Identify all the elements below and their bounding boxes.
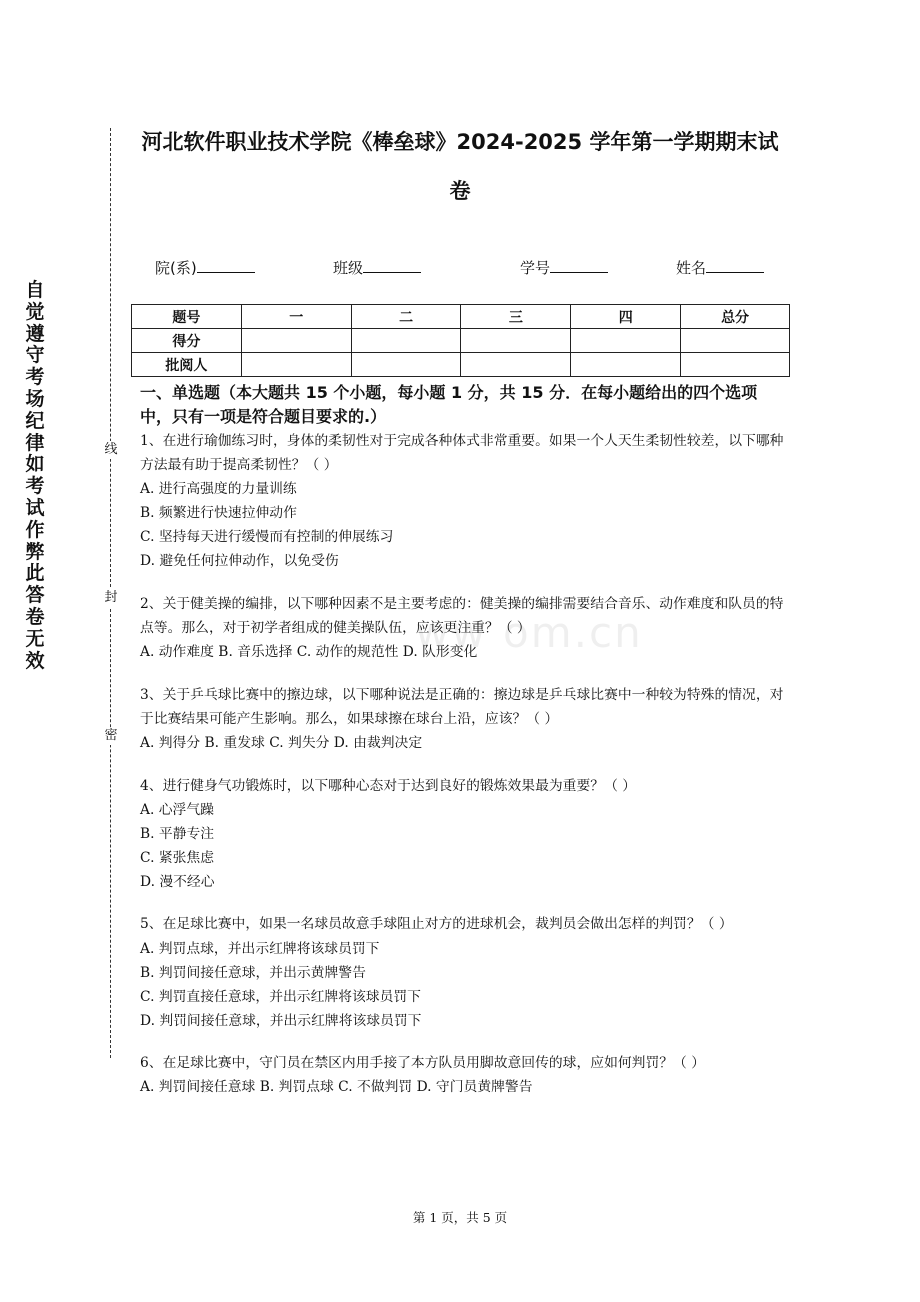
score-cell[interactable]: [461, 329, 571, 353]
margin-mark-line: 线: [102, 441, 120, 459]
score-cell[interactable]: [351, 329, 461, 353]
question-option: A. 动作难度 B. 音乐选择 C. 动作的规范性 D. 队形变化: [140, 644, 478, 661]
question-option: A. 判得分 B. 重发球 C. 判失分 D. 由裁判决定: [140, 735, 423, 752]
question-stem: 1、在进行瑜伽练习时，身体的柔韧性对于完成各种体式非常重要。如果一个人天生柔韧性较差，以下哪种方法最有助于提高柔韧性？（ ）: [140, 433, 784, 474]
score-table-header-cell: 二: [351, 305, 461, 329]
question-option: B. 频繁进行快速拉伸动作: [140, 505, 297, 522]
margin-mark-secret: 密: [102, 727, 120, 745]
class-blank[interactable]: [363, 258, 421, 273]
question-option: C. 判罚直接任意球，并出示红牌将该球员罚下: [140, 988, 421, 1005]
reviewer-cell[interactable]: [681, 353, 790, 377]
question-stem: 5、在足球比赛中，如果一名球员故意手球阻止对方的进球机会，裁判员会做出怎样的判罚？（ ）: [140, 916, 733, 933]
question-option: A. 心浮气躁: [140, 801, 214, 818]
question-option: A. 进行高强度的力量训练: [140, 481, 297, 498]
score-row-label: 得分: [132, 329, 242, 353]
question-option: C. 紧张焦虑: [140, 849, 215, 866]
question-4: [140, 774, 790, 894]
question-5: [140, 912, 790, 1032]
score-table: [131, 304, 790, 377]
reviewer-cell[interactable]: [351, 353, 461, 377]
student-id-blank[interactable]: [550, 258, 608, 273]
department-blank[interactable]: [197, 258, 255, 273]
info-label-name: 姓名: [676, 259, 707, 277]
watermark: ww om.cn: [415, 608, 643, 657]
question-option: B. 平静专注: [140, 825, 215, 842]
score-row-label: 批阅人: [132, 353, 242, 377]
question-list: [140, 429, 790, 1118]
score-table-header-row: [132, 305, 790, 329]
reviewer-cell[interactable]: [571, 353, 681, 377]
info-student-id: [520, 257, 608, 278]
score-cell[interactable]: [571, 329, 681, 353]
question-option: D. 漫不经心: [140, 873, 215, 890]
score-table-row: [132, 329, 790, 353]
info-name: [676, 257, 764, 278]
score-table-header-cell: 题号: [132, 305, 242, 329]
score-table-header-cell: 三: [461, 305, 571, 329]
question-stem: 6、在足球比赛中，守门员在禁区内用手接了本方队员用脚故意回传的球，应如何判罚？（ ）: [140, 1055, 706, 1072]
question-stem: 3、关于乒乓球比赛中的擦边球，以下哪种说法是正确的：擦边球是乒乓球比赛中一种较为特殊的情况，对于比赛结果可能产生影响。那么，如果球擦在球台上沿，应该？（ ）: [140, 686, 784, 728]
info-label-department: 院(系): [155, 259, 197, 277]
section-heading: 一、单选题（本大题共 15 个小题，每小题 1 分，共 15 分．在每小题给出的四个选项中，只有一项是符合题目要求的.）: [140, 383, 758, 426]
exam-title: 河北软件职业技术学院《棒垒球》2024-2025 学年第一学期期末试卷: [141, 130, 779, 203]
question-2: [140, 592, 790, 664]
page-footer: 第 1 页，共 5 页: [412, 1210, 508, 1225]
question-6: [140, 1051, 790, 1099]
score-cell[interactable]: [241, 329, 351, 353]
question-option: A. 判罚间接任意球 B. 判罚点球 C. 不做判罚 D. 守门员黄牌警告: [140, 1079, 533, 1096]
question-option: D. 判罚间接任意球，并出示红牌将该球员罚下: [140, 1012, 422, 1029]
info-class: [333, 257, 421, 278]
info-label-class: 班级: [333, 259, 364, 277]
score-table-header-cell: 四: [571, 305, 681, 329]
question-option: A. 判罚点球，并出示红牌将该球员罚下: [140, 940, 380, 957]
question-stem: 2、关于健美操的编排，以下哪种因素不是主要考虑的：健美操的编排需要结合音乐、动作难度和队员的特点等。那么，对于初学者组成的健美操队伍，应该更注重？（ ）: [140, 595, 784, 637]
question-option: C. 坚持每天进行缓慢而有控制的伸展练习: [140, 529, 394, 546]
score-table-header-cell: 总分: [681, 305, 790, 329]
margin-mark-seal: 封: [102, 589, 120, 607]
info-label-student-id: 学号: [520, 259, 551, 277]
question-option: B. 判罚间接任意球，并出示黄牌警告: [140, 964, 366, 981]
binding-notice: 自觉遵守考场纪律如考试作弊此答卷无效: [25, 279, 45, 672]
reviewer-cell[interactable]: [241, 353, 351, 377]
question-stem: 4、进行健身气功锻炼时，以下哪种心态对于达到良好的锻炼效果最为重要？（ ）: [140, 777, 637, 794]
score-table-header-cell: 一: [241, 305, 351, 329]
name-blank[interactable]: [706, 258, 764, 273]
question-3: [140, 683, 790, 755]
score-table-row: [132, 353, 790, 377]
question-1: [140, 429, 790, 573]
question-option: D. 避免任何拉伸动作，以免受伤: [140, 553, 339, 570]
reviewer-cell[interactable]: [461, 353, 571, 377]
score-cell[interactable]: [681, 329, 790, 353]
info-department: [155, 257, 255, 278]
